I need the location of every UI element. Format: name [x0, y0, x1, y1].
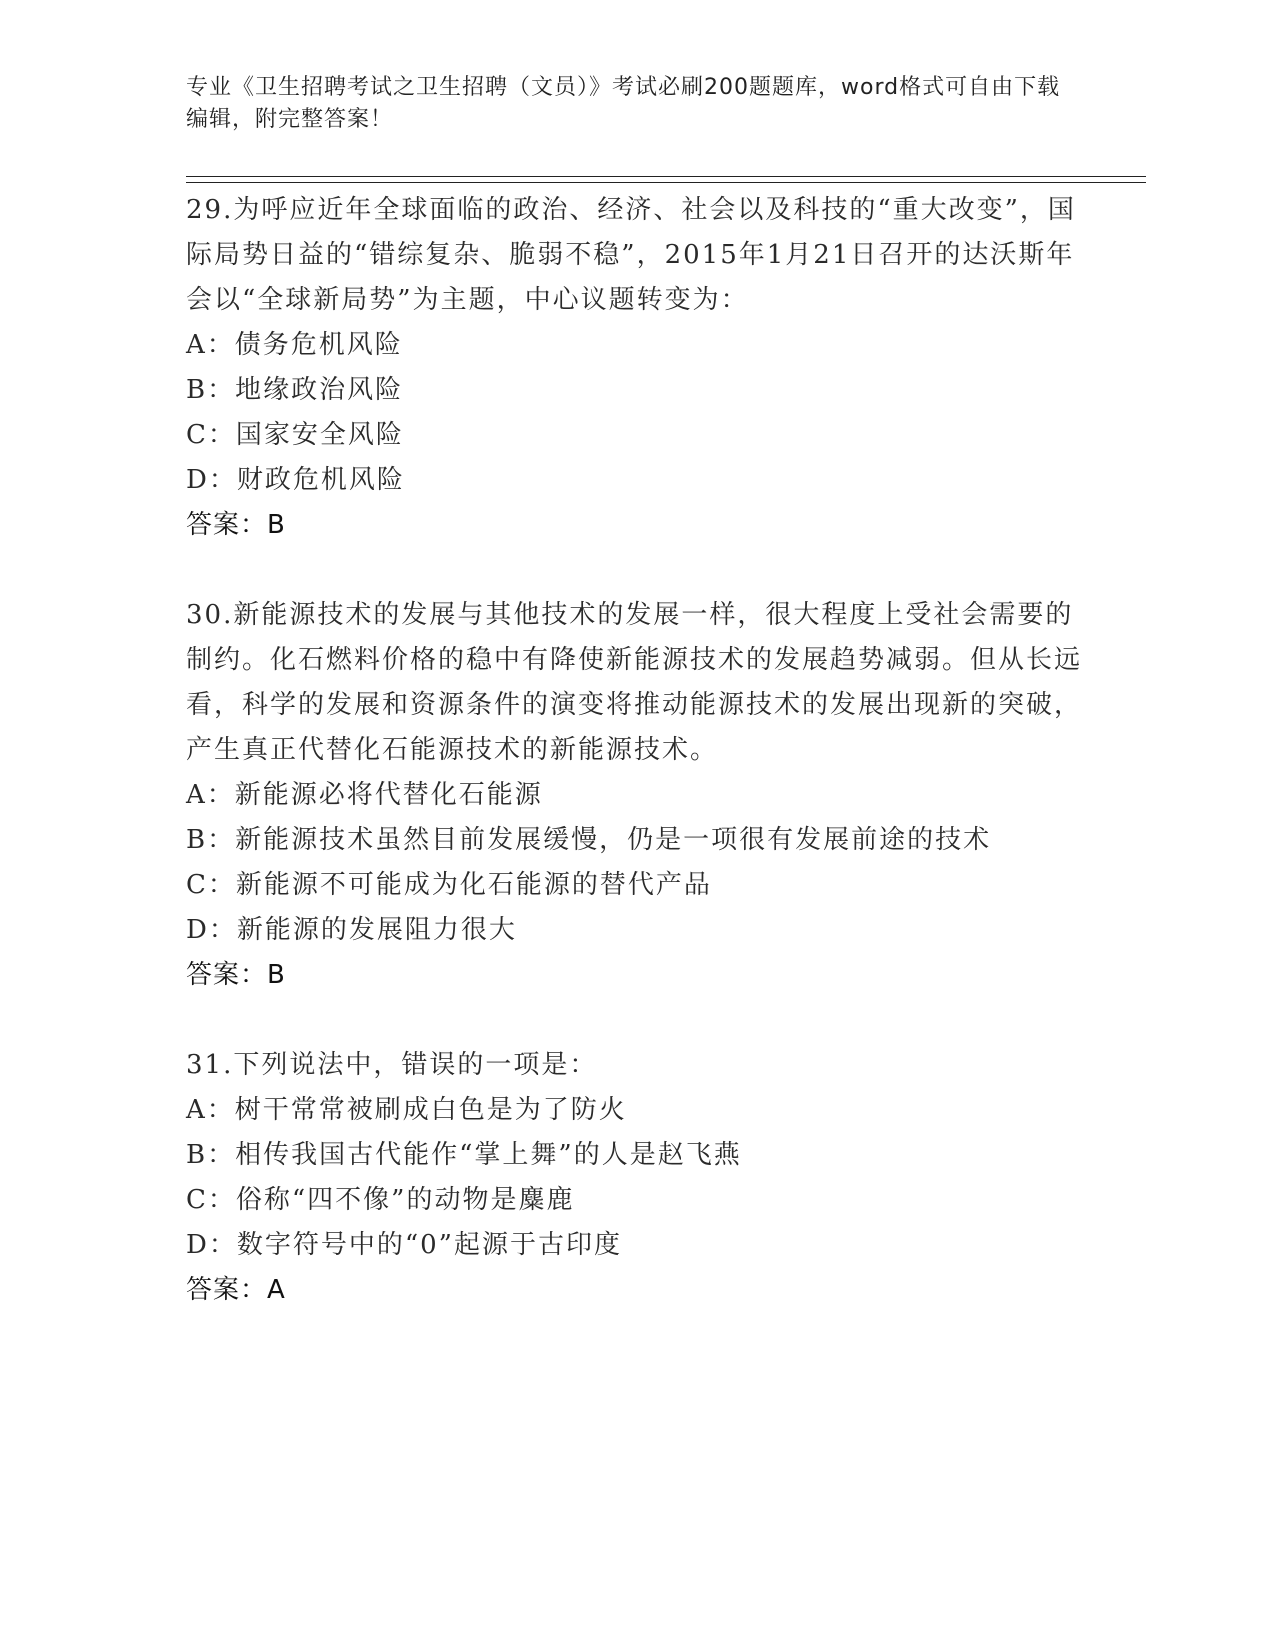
question-spacer [186, 998, 1086, 1043]
option-a: A：新能源必将代替化石能源 [186, 780, 543, 810]
option-b: B：新能源技术虽然目前发展缓慢，仍是一项很有发展前途的技术 [186, 825, 992, 855]
question-list [186, 188, 1086, 1313]
option-b: B：地缘政治风险 [186, 375, 404, 405]
question-31 [186, 1043, 1086, 1313]
option-c: C：新能源不可能成为化石能源的替代产品 [186, 870, 712, 900]
question-29 [186, 188, 1086, 548]
answer-line: 答案：B [186, 960, 286, 990]
header-divider-top [186, 176, 1146, 177]
question-spacer [186, 548, 1086, 593]
question-30 [186, 593, 1086, 998]
option-a: A：树干常常被刷成白色是为了防火 [186, 1095, 627, 1125]
document-header: 专业《卫生招聘考试之卫生招聘（文员）》考试必刷200题题库，word格式可自由下载编辑，附完整答案！ [186, 75, 1061, 132]
answer-line: 答案：A [186, 1275, 286, 1305]
question-stem: 29.为呼应近年全球面临的政治、经济、社会以及科技的“重大改变”，国际局势日益的“错综复杂、脆弱不稳”，2015年1月21日召开的达沃斯年会以“全球新局势”为主题，中心议题转变为： [186, 195, 1076, 315]
option-d: D：新能源的发展阻力很大 [186, 915, 517, 945]
question-stem: 30.新能源技术的发展与其他技术的发展一样，很大程度上受社会需要的制约。化石燃料价格的稳中有降使新能源技术的发展趋势减弱。但从长远看，科学的发展和资源条件的演变将推动能源技术的发展出现新的突破，产生真正代替化石能源技术的新能源技术。 [186, 600, 1083, 765]
header-divider-bottom [186, 182, 1146, 183]
option-b: B：相传我国古代能作“掌上舞”的人是赵飞燕 [186, 1140, 742, 1170]
option-d: D：数字符号中的“0”起源于古印度 [186, 1230, 622, 1260]
option-a: A：债务危机风险 [186, 330, 403, 360]
option-c: C：国家安全风险 [186, 420, 404, 450]
option-c: C：俗称“四不像”的动物是麋鹿 [186, 1185, 575, 1215]
answer-line: 答案：B [186, 510, 286, 540]
question-stem: 31.下列说法中，错误的一项是： [186, 1050, 598, 1080]
option-d: D：财政危机风险 [186, 465, 405, 495]
